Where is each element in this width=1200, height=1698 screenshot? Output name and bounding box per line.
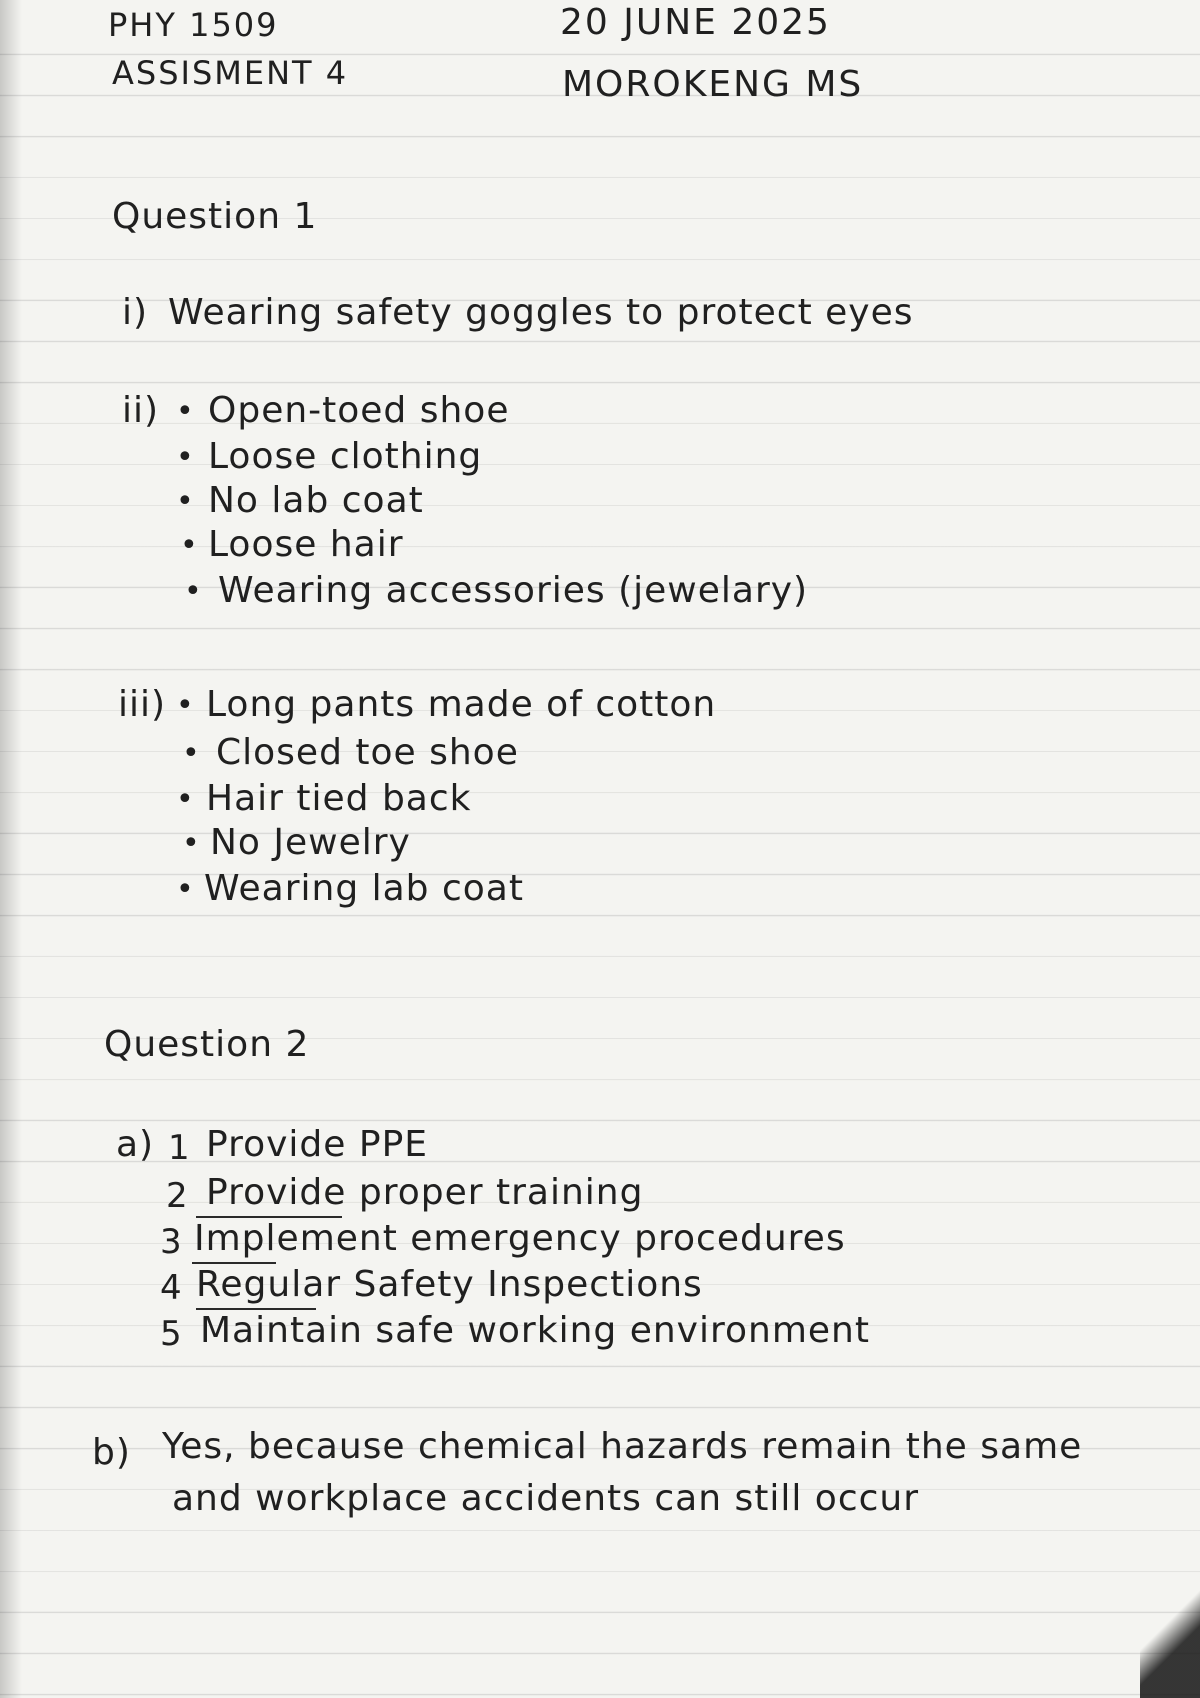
bullet-icon: • [176,394,194,429]
list-item: Maintain safe working environment [200,1310,870,1351]
student-name: MOROKENG MS [562,64,864,105]
list-item: Implement emergency procedures [194,1218,846,1259]
list-number: 1 [168,1128,191,1168]
bullet-icon: • [176,440,194,475]
bullet-icon: • [182,736,200,771]
bullet-icon: • [176,484,194,519]
list-item: Wearing accessories (jewelary) [218,570,809,611]
bullet-icon: • [182,826,200,861]
list-item: Regular Safety Inspections [196,1264,703,1305]
list-item: Open-toed shoe [208,390,510,431]
q2-part-b-answer-line-2: and workplace accidents can still occur [172,1478,920,1519]
bullet-icon: • [176,782,194,817]
list-number: 5 [160,1314,183,1354]
list-item: Hair tied back [206,778,472,819]
bullet-icon: • [180,528,198,563]
page-edge-shadow [0,0,22,1698]
bullet-icon: • [184,574,202,609]
list-number: 4 [160,1268,183,1308]
list-item: No Jewelry [210,822,411,863]
q1-part-i-label: i) [122,292,149,333]
list-item: Closed toe shoe [216,732,519,773]
bullet-icon: • [176,688,194,723]
list-number: 2 [166,1176,189,1216]
list-item: Loose clothing [208,436,483,477]
q1-part-ii-label: ii) [122,390,160,431]
list-item: Provide proper training [206,1172,644,1213]
list-item: Long pants made of cotton [206,684,717,725]
list-item: Wearing lab coat [204,868,524,909]
q1-part-iii-label: iii) [118,684,167,725]
list-number: 3 [160,1222,183,1262]
q2-part-b-label: b) [92,1432,131,1473]
course-code: PHY 1509 [108,6,279,44]
bullet-icon: • [176,872,194,907]
date-label: 20 JUNE 2025 [560,2,831,43]
list-item: No lab coat [208,480,424,521]
page-corner-shadow [1140,1578,1200,1698]
list-item: Loose hair [208,524,404,565]
q2-part-a-label: a) [116,1124,155,1165]
question-2-title: Question 2 [104,1024,310,1065]
assignment-label: ASSISMENT 4 [112,54,349,92]
q2-part-b-answer-line-1: Yes, because chemical hazards remain the same [162,1426,1083,1467]
list-item: Provide PPE [206,1124,429,1165]
q1-part-i-answer: Wearing safety goggles to protect eyes [168,292,914,333]
question-1-title: Question 1 [112,196,318,237]
